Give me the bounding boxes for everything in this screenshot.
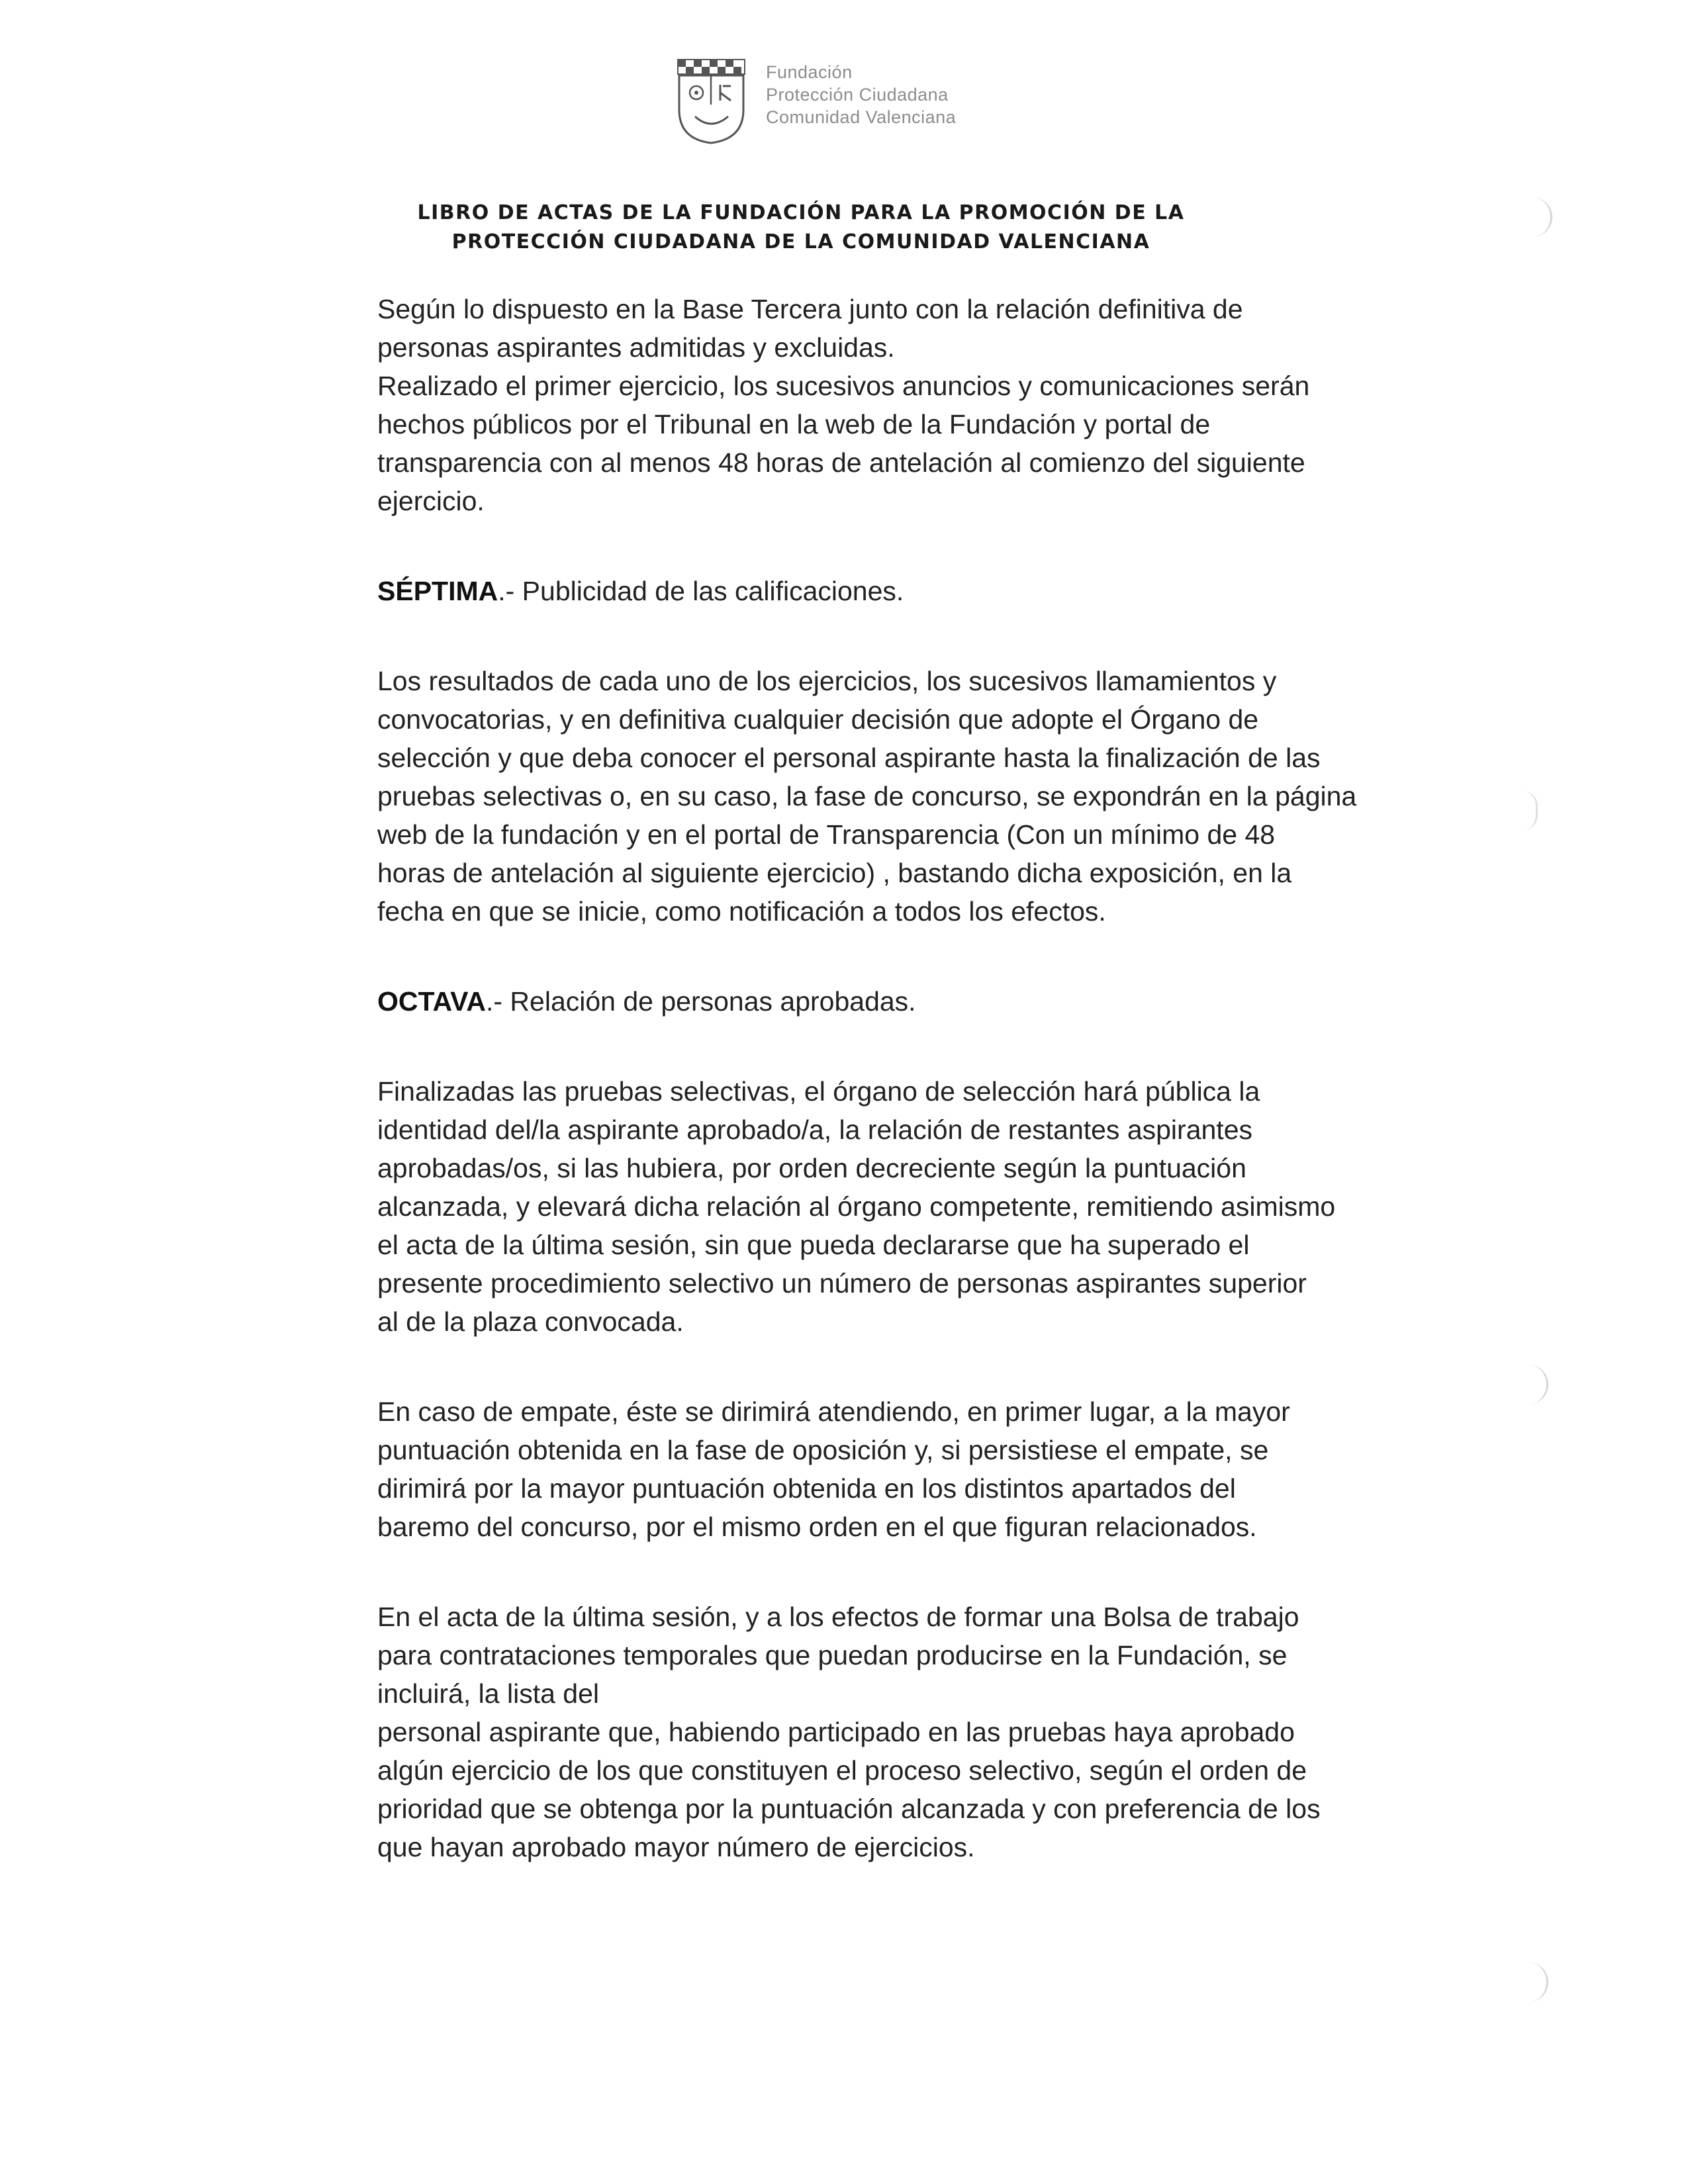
document-body bbox=[377, 290, 1410, 1866]
section-heading-octava bbox=[377, 982, 1410, 1021]
section-title: .- Publicidad de las calificaciones. bbox=[498, 576, 904, 606]
text-line: En caso de empate, éste se dirimirá atendiendo, en primer lugar, a la mayor bbox=[377, 1396, 1290, 1427]
punch-hole-mark bbox=[1520, 197, 1552, 237]
text-line: prioridad que se obtenga por la puntuación alcanzada y con preferencia de los bbox=[377, 1794, 1321, 1824]
text-line: web de la fundación y en el portal de Transparencia (Con un mínimo de 48 bbox=[377, 819, 1276, 850]
text-line: horas de antelación al siguiente ejercicio) , bastando dicha exposición, en la bbox=[377, 858, 1292, 888]
text-line: Finalizadas las pruebas selectivas, el órgano de selección hará pública la bbox=[377, 1076, 1260, 1107]
text-line: identidad del/la aspirante aprobado/a, la relación de restantes aspirantes bbox=[377, 1115, 1252, 1145]
section-label: SÉPTIMA bbox=[377, 576, 498, 606]
title-line: PROTECCIÓN CIUDADANA DE LA COMUNIDAD VALENCIANA bbox=[451, 230, 1150, 253]
text-line: aprobadas/os, si las hubiera, por orden decreciente según la puntuación bbox=[377, 1153, 1246, 1183]
paragraph bbox=[377, 1072, 1410, 1341]
section-heading-septima bbox=[377, 572, 1410, 610]
section-title: .- Relación de personas aprobadas. bbox=[485, 986, 916, 1017]
text-line: transparencia con al menos 48 horas de antelación al comienzo del siguiente bbox=[377, 447, 1305, 478]
text-line: baremo del concurso, por el mismo orden en el que figuran relacionados. bbox=[377, 1512, 1257, 1542]
foundation-shield-logo-icon bbox=[677, 58, 746, 144]
section-label: OCTAVA bbox=[377, 986, 486, 1017]
text-line: incluirá, la lista del bbox=[377, 1678, 599, 1709]
text-line: pruebas selectivas o, en su caso, la fase de concurso, se expondrán en la página bbox=[377, 781, 1357, 811]
org-line: Protección Ciudadana bbox=[766, 85, 949, 105]
punch-hole-mark bbox=[1516, 1962, 1548, 2002]
paragraph bbox=[377, 1713, 1410, 1866]
text-line: algún ejercicio de los que constituyen el proceso selectivo, según el orden de bbox=[377, 1755, 1307, 1786]
text-line: selección y que deba conocer el personal aspirante hasta la finalización de las bbox=[377, 743, 1321, 773]
letterhead bbox=[677, 58, 1008, 158]
text-line: En el acta de la última sesión, y a los efectos de formar una Bolsa de trabajo bbox=[377, 1602, 1299, 1632]
org-line: Fundación bbox=[766, 62, 853, 82]
text-line: al de la plaza convocada. bbox=[377, 1306, 684, 1337]
text-line: presente procedimiento selectivo un número de personas aspirantes superior bbox=[377, 1268, 1307, 1298]
paragraph bbox=[377, 367, 1410, 520]
organization-name bbox=[766, 61, 956, 128]
text-line: fecha en que se inicie, como notificación a todos los efectos. bbox=[377, 896, 1106, 927]
paragraph bbox=[377, 290, 1410, 367]
document-title bbox=[371, 199, 1231, 257]
paragraph bbox=[377, 662, 1410, 931]
text-line: dirimirá por la mayor puntuación obtenida en los distintos apartados del bbox=[377, 1473, 1236, 1504]
text-line: Los resultados de cada uno de los ejercicios, los sucesivos llamamientos y bbox=[377, 666, 1277, 696]
org-line: Comunidad Valenciana bbox=[766, 107, 957, 127]
text-line: convocatorias, y en definitiva cualquier decisión que adopte el Órgano de bbox=[377, 704, 1259, 735]
text-line: hechos públicos por el Tribunal en la web de la Fundación y portal de bbox=[377, 409, 1211, 439]
paragraph bbox=[377, 1392, 1410, 1546]
text-line: que hayan aprobado mayor número de ejercicios. bbox=[377, 1832, 975, 1862]
text-line: puntuación obtenida en la fase de oposición y, si persistiese el empate, se bbox=[377, 1435, 1269, 1465]
text-line: para contrataciones temporales que puedan producirse en la Fundación, se bbox=[377, 1640, 1288, 1670]
title-line: LIBRO DE ACTAS DE LA FUNDACIÓN PARA LA PROMOCIÓN DE LA bbox=[417, 201, 1185, 224]
text-line: personas aspirantes admitidas y excluidas. bbox=[377, 332, 895, 363]
text-line: ejercicio. bbox=[377, 486, 485, 516]
paragraph bbox=[377, 1598, 1410, 1713]
text-line: alcanzada, y elevará dicha relación al órgano competente, remitiendo asimismo bbox=[377, 1191, 1336, 1222]
text-line: el acta de la última sesión, sin que pueda declararse que ha superado el bbox=[377, 1230, 1250, 1260]
punch-hole-mark bbox=[1516, 1365, 1548, 1404]
text-line: Realizado el primer ejercicio, los sucesivos anuncios y comunicaciones serán bbox=[377, 371, 1310, 401]
punch-hole-mark bbox=[1523, 791, 1538, 831]
text-line: Según lo dispuesto en la Base Tercera junto con la relación definitiva de bbox=[377, 294, 1243, 324]
text-line: personal aspirante que, habiendo participado en las pruebas haya aprobado bbox=[377, 1717, 1295, 1747]
